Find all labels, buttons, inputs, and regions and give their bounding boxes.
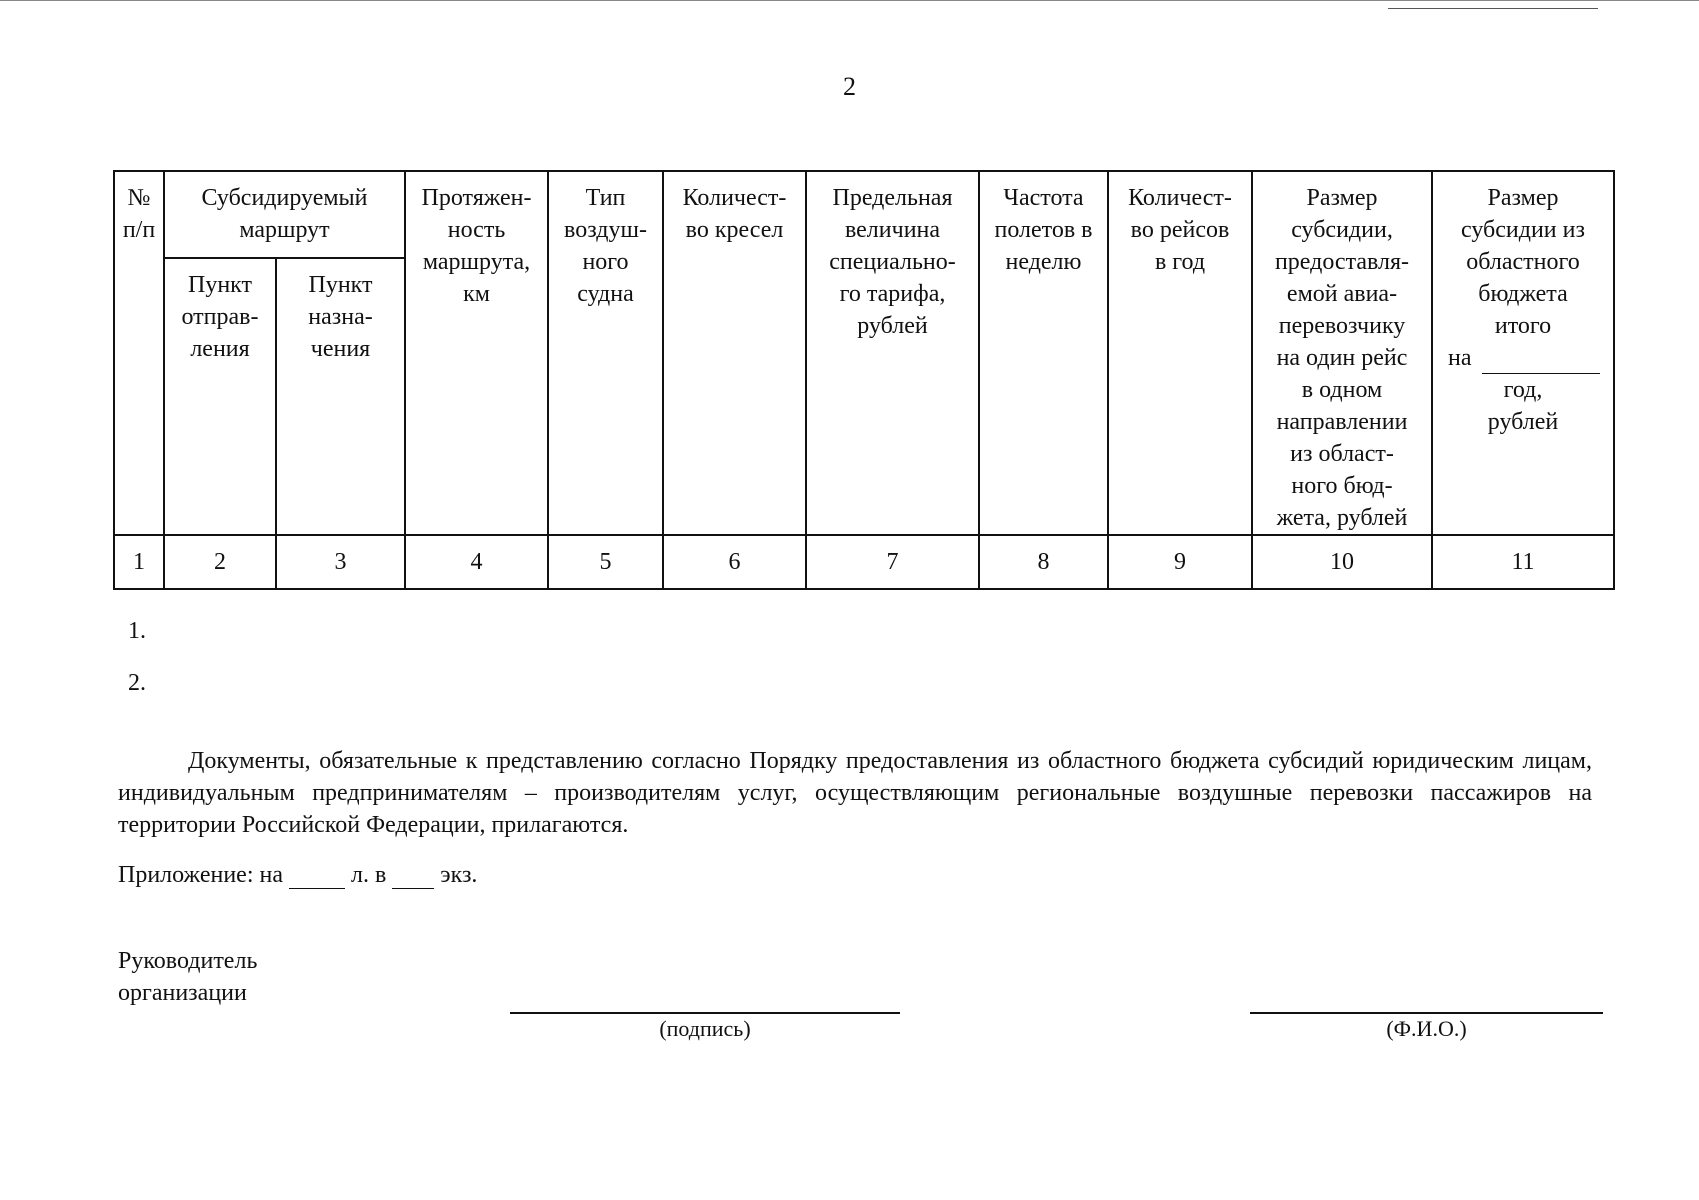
signature-caption: (подпись) xyxy=(659,1016,751,1041)
year-blank xyxy=(1482,347,1600,374)
column-number: 7 xyxy=(806,535,979,589)
column-number: 9 xyxy=(1108,535,1252,589)
header-destination: Пункт назна- чения xyxy=(276,258,405,535)
header-route: Субсидируемый маршрут xyxy=(164,171,405,258)
sheets-blank xyxy=(289,864,345,889)
list-item: 2. xyxy=(128,670,146,696)
column-number: 2 xyxy=(164,535,276,589)
signature-line xyxy=(510,1012,900,1014)
header-frequency: Частота полетов в неделю xyxy=(979,171,1108,535)
page-number: 2 xyxy=(843,72,856,101)
head-of-organization-label: Руководитель организации xyxy=(118,948,258,1006)
header-number: № п/п xyxy=(114,171,164,535)
subsidy-table xyxy=(113,170,1615,590)
header-subsidy-total: Размер субсидии из областного бюджета итого на год, рублей xyxy=(1432,171,1614,535)
name-line xyxy=(1250,1012,1603,1014)
column-number: 1 xyxy=(114,535,164,589)
documents-paragraph: Документы, обязательные к представлению согласно Порядку предоставления из областного бюджета субсидий юридическим лицам, индивидуальным предпринимателям – производителям услуг, осуществляющим региональные воздушные перевозки пассажиров на территории Российской Федерации, прилагаются. xyxy=(118,748,1592,838)
column-number-row xyxy=(114,535,1614,589)
header-seats: Количест- во кресел xyxy=(663,171,806,535)
column-number: 11 xyxy=(1432,535,1614,589)
header-subsidy-per-flight: Размер субсидии, предоставля- емой авиа- перевозчику на один рейс в одном направлении из област- ного бюд- жета, рублей xyxy=(1252,171,1432,535)
header-tariff: Предельная величина специально- го тарифа, рублей xyxy=(806,171,979,535)
header-aircraft-type: Тип воздуш- ного судна xyxy=(548,171,663,535)
header-departure: Пункт отправ- ления xyxy=(164,258,276,535)
column-number: 8 xyxy=(979,535,1108,589)
header-flights-per-year: Количест- во рейсов в год xyxy=(1108,171,1252,535)
name-caption: (Ф.И.О.) xyxy=(1386,1016,1467,1041)
top-right-rule xyxy=(1388,8,1598,9)
column-number: 10 xyxy=(1252,535,1432,589)
header-length: Протяжен- ность маршрута, км xyxy=(405,171,548,535)
column-number: 5 xyxy=(548,535,663,589)
attachment-line: Приложение: на л. в экз. xyxy=(118,862,478,888)
column-number: 4 xyxy=(405,535,548,589)
column-number: 6 xyxy=(663,535,806,589)
copies-blank xyxy=(392,864,434,889)
top-border-line xyxy=(0,0,1699,1)
list-item: 1. xyxy=(128,618,146,644)
column-number: 3 xyxy=(276,535,405,589)
